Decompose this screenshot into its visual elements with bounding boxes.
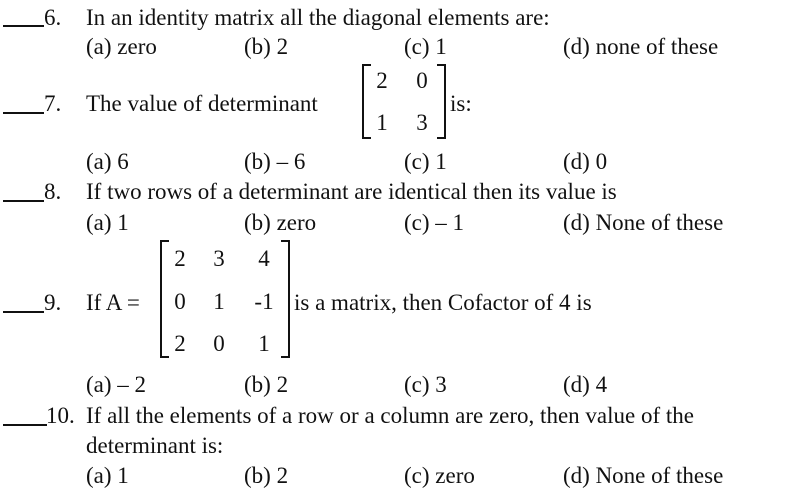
option-b: (b) 2	[244, 34, 289, 59]
question-number: 7.	[44, 91, 62, 116]
matrix-cell: 2	[376, 68, 388, 93]
option-c: (c) zero	[404, 463, 475, 488]
option-d: (d) None of these	[563, 463, 724, 488]
matrix-cell: 1	[213, 289, 225, 314]
matrix-cell: 2	[174, 331, 186, 356]
option-c: (c) 1	[404, 34, 447, 59]
right-bracket	[437, 64, 446, 139]
option-a: (a) 1	[86, 463, 129, 488]
matrix-cell: 0	[213, 331, 225, 356]
question-text-line-2: determinant is:	[86, 433, 224, 458]
answer-blank-q7	[3, 112, 44, 114]
option-c: (c) 1	[404, 149, 447, 174]
question-text-end: is a matrix, then Cofactor of 4 is	[294, 290, 592, 315]
option-d: (d) 0	[563, 149, 608, 174]
option-b: (b) – 6	[244, 149, 306, 174]
question-text: If A =	[86, 290, 140, 315]
question-text: In an identity matrix all the diagonal elements are:	[86, 5, 550, 30]
option-d: (d) None of these	[563, 210, 724, 235]
answer-blank-q9	[3, 311, 44, 313]
option-a: (a) zero	[86, 34, 157, 59]
answer-blank-q6	[3, 25, 44, 27]
matrix-cell: 0	[416, 68, 428, 93]
matrix-cell: 3	[416, 110, 428, 135]
option-a: (a) – 2	[86, 372, 147, 397]
matrix-cell: 1	[376, 110, 388, 135]
question-text: If two rows of a determinant are identical then its value is	[86, 179, 617, 204]
matrix-cell: 2	[174, 246, 186, 271]
determinant-matrix	[362, 64, 446, 139]
matrix-a	[160, 240, 290, 358]
option-d: (d) none of these	[563, 34, 719, 59]
option-c: (c) – 1	[404, 210, 465, 235]
option-b: (b) zero	[244, 210, 317, 235]
option-b: (b) 2	[244, 372, 289, 397]
question-number: 8.	[44, 179, 62, 204]
question-number: 10.	[46, 403, 75, 428]
matrix-cell: 3	[213, 246, 225, 271]
matrix-cell: 0	[174, 289, 186, 314]
option-b: (b) 2	[244, 463, 289, 488]
question-number: 9.	[44, 290, 62, 315]
question-text-line-1: If all the elements of a row or a column are zero, then value of the	[86, 403, 694, 428]
question-text: The value of determinant	[86, 91, 318, 116]
option-c: (c) 3	[404, 372, 447, 397]
option-a: (a) 6	[86, 149, 129, 174]
matrix-cell: -1	[254, 289, 274, 314]
answer-blank-q10	[3, 424, 47, 426]
option-a: (a) 1	[86, 210, 129, 235]
matrix-cell: 4	[258, 246, 270, 271]
answer-blank-q8	[3, 200, 44, 202]
question-text-end: is:	[450, 91, 472, 116]
option-d: (d) 4	[563, 372, 608, 397]
right-bracket	[281, 240, 290, 358]
question-number: 6.	[44, 5, 62, 30]
matrix-cell: 1	[258, 331, 270, 356]
